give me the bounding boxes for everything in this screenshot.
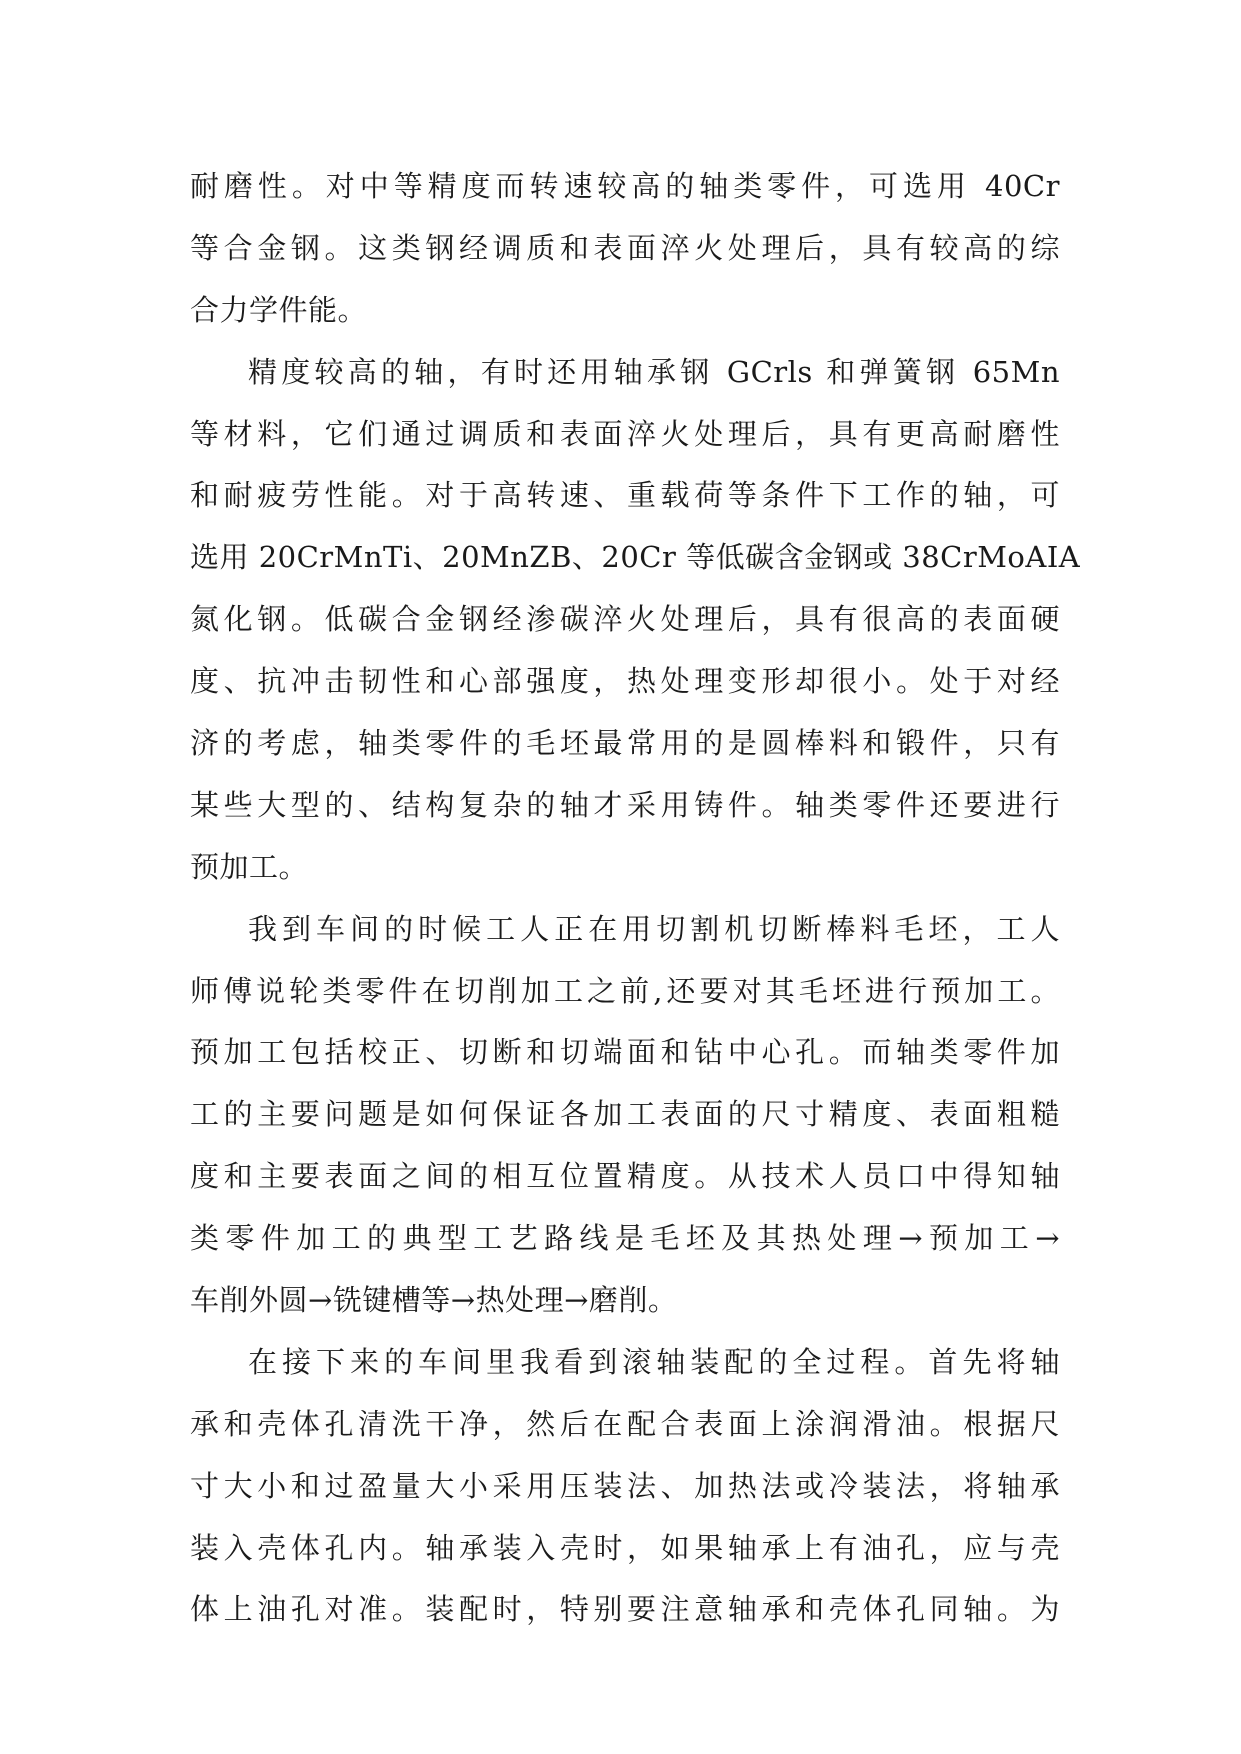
text-line: 装入壳体孔内。轴承装入壳时，如果轴承上有油孔，应与壳 [190,1530,1060,1565]
text-line: 选用 20CrMnTi、20MnZB、20Cr 等低碳含金钢或 38CrMoAIA [190,540,1081,575]
text-line: 某些大型的、结构复杂的轴才采用铸件。轴类零件还要进行 [190,787,1060,822]
text-line: 预加工包括校正、切断和切端面和钻中心孔。而轴类零件加 [190,1035,1060,1070]
text-line: 工的主要问题是如何保证各加工表面的尺寸精度、表面粗糙 [190,1097,1060,1132]
text-line: 在接下来的车间里我看到滚轴装配的全过程。首先将轴 [248,1344,1060,1379]
text-line: 济的考虑，轴类零件的毛坯最常用的是圆棒料和锻件，只有 [190,726,1060,761]
text-line: 体上油孔对准。装配时，特别要注意轴承和壳体孔同轴。为 [190,1592,1060,1627]
paragraph-2 [190,342,1081,899]
text-line: 我到车间的时候工人正在用切割机切断棒料毛坯，工人 [248,911,1060,946]
body-text [190,156,1081,1641]
text-line: 氮化钢。低碳合金钢经渗碳淬火处理后，具有很高的表面硬 [190,602,1060,637]
text-line: 承和壳体孔清洗干净，然后在配合表面上涂润滑油。根据尺 [190,1406,1060,1441]
text-line: 度、抗冲击韧性和心部强度，热处理变形却很小。处于对经 [190,664,1060,699]
text-line: 类零件加工的典型工艺路线是毛坯及其热处理→预加工→ [190,1221,1060,1256]
text-line: 度和主要表面之间的相互位置精度。从技术人员口中得知轴 [190,1159,1060,1194]
text-line: 精度较高的轴，有时还用轴承钢 GCrls 和弹簧钢 65Mn [248,354,1060,389]
text-line: 合力学件能。 [190,292,368,327]
paragraph-1 [190,156,1060,342]
text-line: 耐磨性。对中等精度而转速较高的轴类零件，可选用 40Cr [190,169,1060,203]
text-line: 等合金钢。这类钢经调质和表面淬火处理后，具有较高的综 [190,230,1060,265]
text-line: 预加工。 [190,849,309,884]
text-line: 师傅说轮类零件在切削加工之前,还要对其毛坯进行预加工。 [190,973,1060,1008]
text-line: 和耐疲劳性能。对于高转速、重载荷等条件下工作的轴，可 [190,478,1060,513]
text-line: 车削外圆→铣键槽等→热处理→磨削。 [190,1283,678,1318]
paragraph-3 [190,899,1060,1332]
paragraph-4 [190,1332,1060,1641]
text-line: 寸大小和过盈量大小采用压装法、加热法或冷装法，将轴承 [190,1468,1060,1503]
text-line: 等材料，它们通过调质和表面淬火处理后，具有更高耐磨性 [190,416,1060,451]
